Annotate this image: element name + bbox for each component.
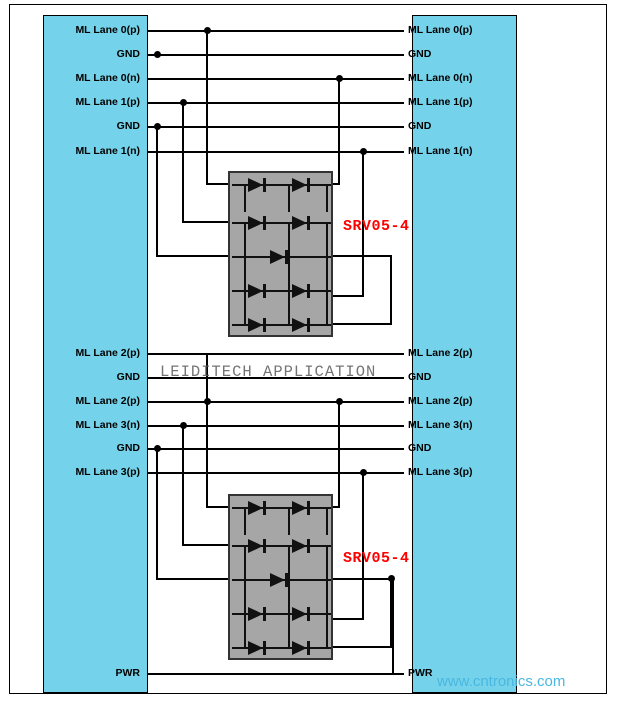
junction-dot: [204, 27, 211, 34]
left-pin-label: GND: [116, 120, 140, 132]
left-pin-label: ML Lane 3(p): [75, 466, 140, 478]
left-pin-label: ML Lane 0(n): [75, 72, 140, 84]
right-pin-label: ML Lane 3(n): [408, 419, 473, 431]
junction-dot: [204, 398, 211, 405]
right-pin-label: ML Lane 1(p): [408, 96, 473, 108]
right-pin-label: ML Lane 0(n): [408, 72, 473, 84]
left-pin-label: PWR: [115, 667, 140, 679]
srv05-4-device-bottom: [228, 494, 333, 660]
right-pin-label: ML Lane 0(p): [408, 24, 473, 36]
srv05-4-device-top: [228, 171, 333, 337]
right-pin-label: GND: [408, 442, 432, 454]
device-label-top: SRV05-4: [343, 218, 410, 235]
junction-dot: [388, 575, 395, 582]
junction-dot: [336, 398, 343, 405]
junction-dot: [154, 123, 161, 130]
right-pin-label: ML Lane 1(n): [408, 145, 473, 157]
diagram-border: [9, 4, 607, 694]
left-pin-label: ML Lane 1(p): [75, 96, 140, 108]
left-pin-label: ML Lane 2(p): [75, 395, 140, 407]
right-pin-label: GND: [408, 48, 432, 60]
junction-dot: [360, 469, 367, 476]
right-pin-label: ML Lane 3(p): [408, 466, 473, 478]
right-pin-label: ML Lane 2(p): [408, 395, 473, 407]
left-pin-label: ML Lane 1(n): [75, 145, 140, 157]
left-pin-label: GND: [116, 48, 140, 60]
junction-dot: [360, 148, 367, 155]
left-pin-label: ML Lane 2(p): [75, 347, 140, 359]
junction-dot: [180, 422, 187, 429]
right-pin-label: GND: [408, 120, 432, 132]
left-pin-label: GND: [116, 371, 140, 383]
junction-dot: [180, 99, 187, 106]
right-pin-label: PWR: [408, 667, 433, 679]
junction-dot: [336, 75, 343, 82]
junction-dot: [154, 445, 161, 452]
left-pin-label: ML Lane 0(p): [75, 24, 140, 36]
junction-dot: [154, 51, 161, 58]
left-pin-label: GND: [116, 442, 140, 454]
watermark-source: www.cntronics.com: [437, 673, 566, 690]
right-pin-label: ML Lane 2(p): [408, 347, 473, 359]
watermark-center: LEIDITECH APPLICATION: [160, 363, 377, 381]
left-pin-label: ML Lane 3(n): [75, 419, 140, 431]
right-pin-label: GND: [408, 371, 432, 383]
device-label-bottom: SRV05-4: [343, 550, 410, 567]
